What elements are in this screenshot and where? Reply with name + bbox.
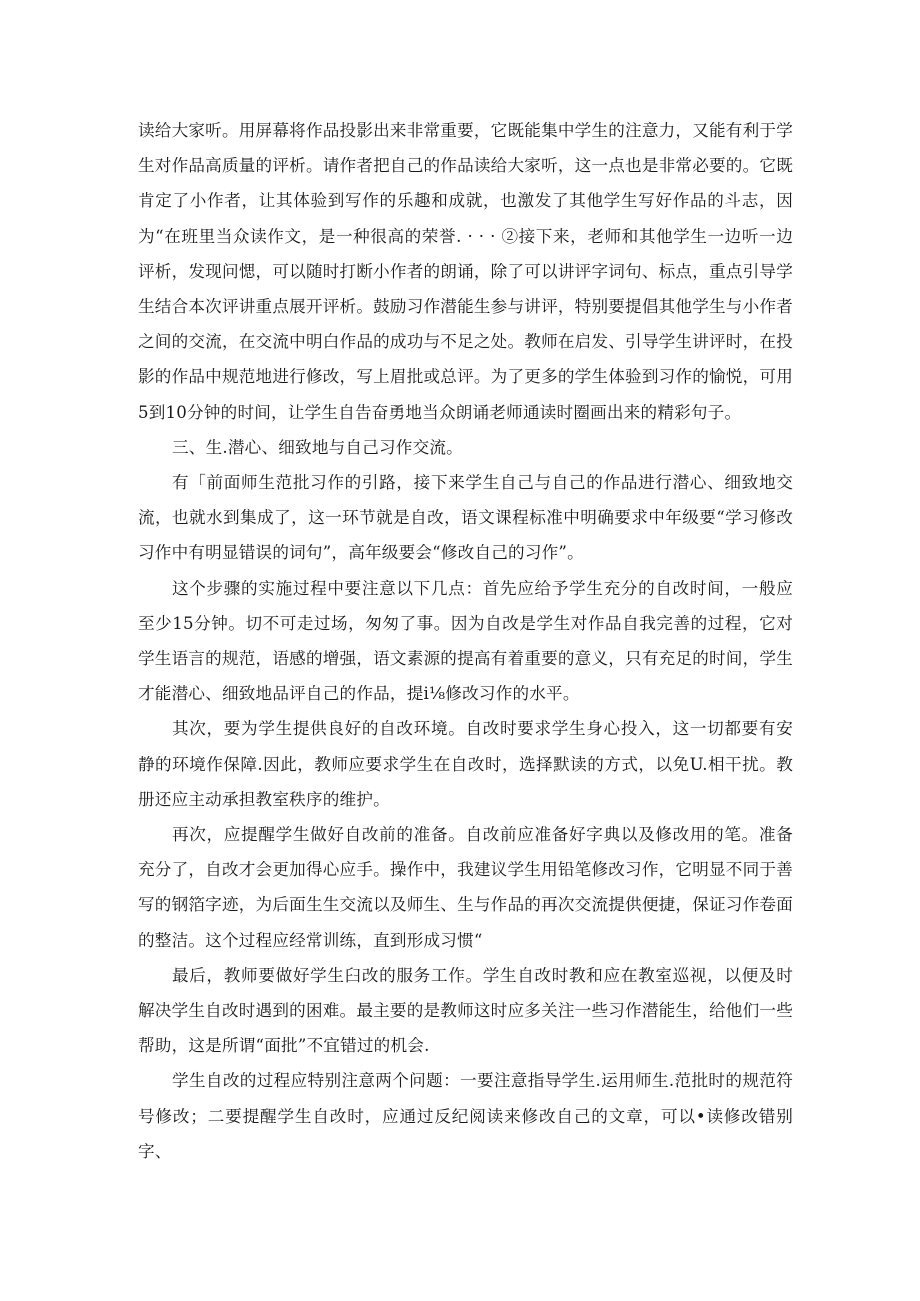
document-body <box>138 113 793 1169</box>
paragraph-5: 再次，应提醒学生做好自改前的准备。自改前应准备好字典以及修改用的笔。准备充分了，自改才会更加得心应手。操作中，我建议学生用铅笔修改习作，它明显不同于善写的钢箔字迹，为后面生生交流以及师生、生与作品的再次交流提供便捷，保证习作卷面的整洁。这个过程应经常训练，直到形成习惯“ <box>138 825 793 950</box>
paragraph-1: 读给大家听。用屏幕将作品投影出来非常重要，它既能集中学生的注意力，又能有利于学生对作品高质量的评析。请作者把自己的作品读给大家听，这一点也是非常必要的。它既肯定了小作者，让其体验到写作的乐趣和成就，也激发了其他学生写好作品的斗志，因为“在班里当众读作文，是一种很高的荣誉. · · · ②接下来，老师和其他学生一边听一边评析，发现问愢，可以随时打断小作者的朗诵，除了可以讲评字词句、标点，重点引导学生结合本次评讲重点展开评析。鼓励习作潜能生参与讲评，特别要提倡其他学生与小作者之间的交流，在交流中明白作品的成功与不足之处。教师在启发、引导学生讲评时，在投影的作品中规范地进行修改，写上眉批或总评。为了更多的学生体验到习作的愉悦，可用5到10分钟的时间，让学生自告奋勇地当众朗诵老师通读时圈画出来的精彩句子。 <box>138 121 793 422</box>
paragraph-7: 学生自改的过程应特别注意两个问题：一要注意指导学生.运用师生.范批时的规范符号修改；二要提醒学生自改时，应通过反纪阅读来修改自己的文章，可以•读修改错别字、 <box>138 1071 793 1161</box>
section-heading-3: 三、生.潜心、细致地与自己习作交流。 <box>172 437 463 457</box>
paragraph-6: 最后，教师要做好学生臼改的服务工作。学生自改时教和应在教室巡视，以便及时解决学生自改时遇到的困难。最主要的是教师这时应多关注一些习作潜能生，给他们一些帮助，这是所谓“面批”不宜错过的机会. <box>138 965 793 1056</box>
paragraph-3: 这个步骤的实施过程中要注意以下几点：首先应给予学生充分的自改时间，一般应至少15分钟。切不可走过场，匆匆了事。因为自改是学生对作品自我完善的过程，它对学生语言的规范，语感的增强，语文素源的提高有着重要的意义，只有充足的时间，学生才能潜心、细致地品评自己的作品，提i⅛修改习作的水平。 <box>138 578 793 704</box>
paragraph-2: 有「前面师生范批习作的引路，接下来学生自己与自己的作品进行潜心、细致地交流，也就水到集成了，这一环节就是自改，语文课程标准中明确要求中年级要“学习修改习作中有明显错误的词句”，高年级要会“修改自己的习作”。 <box>138 473 793 563</box>
paragraph-4: 其次，要为学生提供良好的自改环境。自改时要求学生身心投入，这一切都要有安静的环境作保障.因此，教师应要求学生在自改时，选择默读的方式，以免U.相干扰。教册还应主动承担教室秩序的维护。 <box>138 719 793 809</box>
